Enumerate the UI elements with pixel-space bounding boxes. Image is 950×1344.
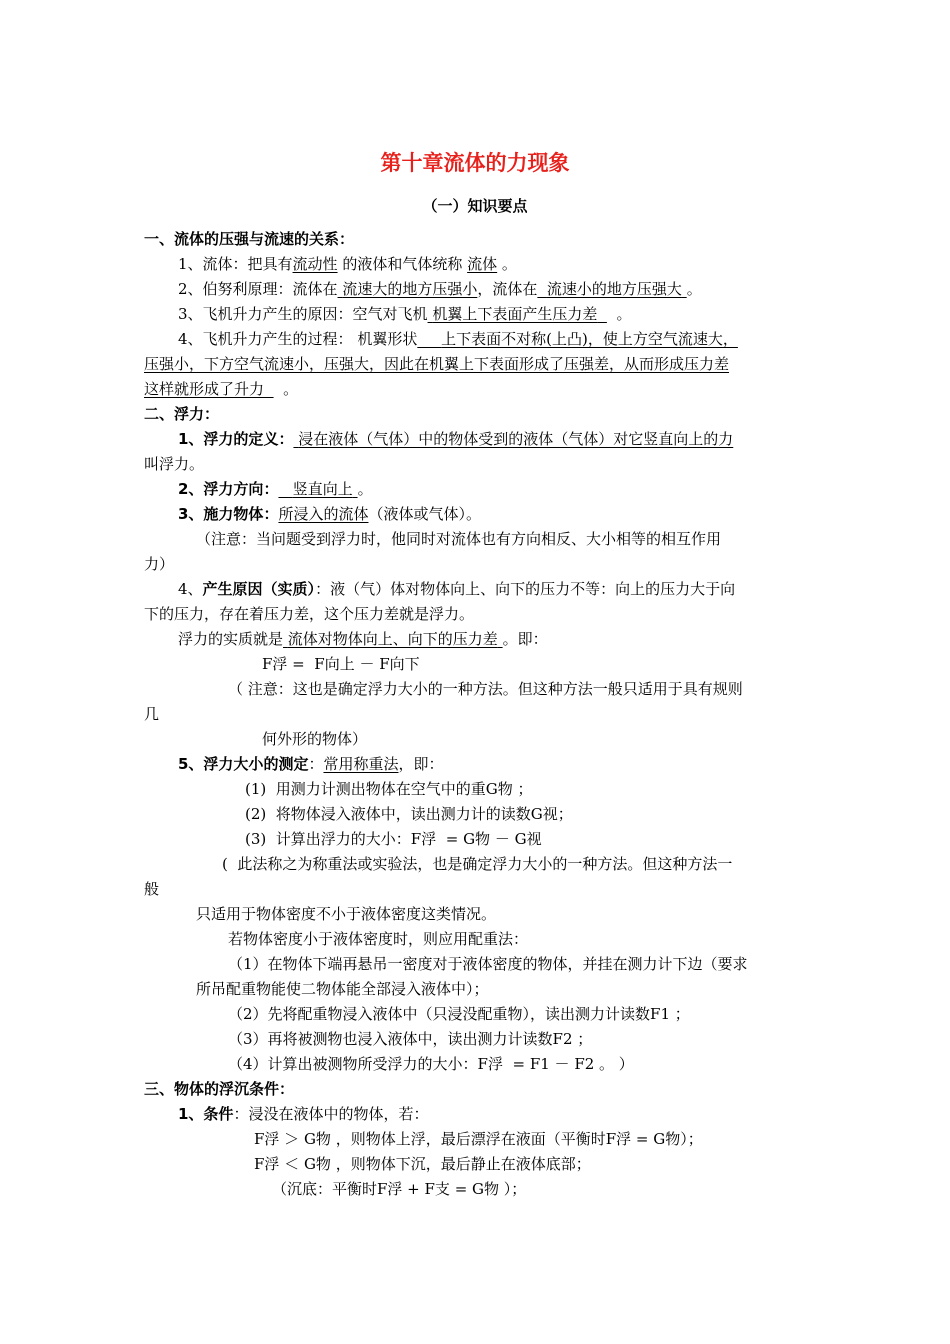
note-weighing-method-end: 只适用于物体密度不小于液体密度这类情况。 [196, 905, 497, 923]
counterweight-step-3: （3）再将被测物也浸入液体中，读出测力计读数F2 ； [228, 1030, 593, 1048]
text: 2、伯努利原理：流体在 [178, 280, 338, 298]
text: 4、 [178, 580, 203, 598]
fill-blank: 流速大的地方压强小 [342, 280, 478, 298]
label: 产生原因（实质） [202, 580, 316, 598]
paragraph-buoyancy-direction [178, 479, 373, 499]
text: 。 [686, 280, 702, 298]
text: （液体或气体）。 [368, 505, 481, 523]
paragraph-buoyancy-cause [178, 579, 735, 599]
note-method-end: 何外形的物体） [262, 730, 368, 748]
fill-blank: 流体 [467, 255, 498, 273]
paragraph-conditions [178, 1104, 428, 1124]
paragraph-lift-cause [178, 304, 631, 324]
section-heading-1: 一、流体的压强与流速的关系： [144, 230, 355, 248]
condition-sink-balance: （沉底：平衡时F浮 + F支 = G物 ）； [272, 1180, 527, 1198]
condition-sink: F浮 ＜ G物 ，则物体下沉，最后静止在液体底部； [254, 1155, 591, 1173]
counterweight-step-1-cont: 所吊配重物能使二物体能全部浸入液体中）； [196, 980, 489, 998]
text: ，流体在 [477, 280, 538, 298]
text: 1、流体：把具有 [178, 255, 293, 273]
paragraph-lift-process-cont [144, 354, 729, 374]
note-method: （ 注意：这也是确定浮力大小的一种方法。但这种方法一般只适用于具有规则 [228, 680, 743, 698]
paragraph-buoyancy-definition [178, 429, 733, 449]
step-1: (1) 用测力计测出物体在空气中的重G物 ； [245, 780, 533, 798]
note-counterweight-method: 若物体密度小于液体密度时，则应用配重法： [228, 930, 529, 948]
condition-rise: F浮 ＞ G物 ，则物体上浮，最后漂浮在液面（平衡时F浮 = G物）； [254, 1130, 703, 1148]
text: ： [308, 755, 324, 773]
text: ：浸没在液体中的物体，若： [233, 1105, 429, 1123]
label: 5、浮力大小的测定 [178, 755, 309, 773]
label: 2、浮力方向： [178, 480, 279, 498]
counterweight-step-4: （4）计算出被测物所受浮力的大小：F浮 = F1 － F2 。 ） [228, 1055, 634, 1073]
label: 1、条件 [178, 1105, 234, 1123]
counterweight-step-1: （1）在物体下端再悬吊一密度对于液体密度的物体，并挂在测力计下边（要求 [228, 955, 748, 973]
fill-blank: 流速小的地方压强大 [546, 280, 682, 298]
step-2: (2) 将物体浸入液体中，读出测力计的读数G视； [245, 805, 573, 823]
text: ，即： [398, 755, 444, 773]
paragraph-measurement [178, 754, 444, 774]
fill-blank: 机翼上下表面产生压力差 [432, 305, 598, 323]
step-3: (3) 计算出浮力的大小：F浮 = G物 － G视 [245, 830, 542, 848]
paragraph-fluid-definition [178, 254, 517, 274]
text: 。 [283, 380, 299, 398]
fill-blank: 流动性 [292, 255, 338, 273]
formula-pressure-difference: F浮 = F向上 － F向下 [262, 655, 420, 673]
paragraph-lift-process-end [144, 379, 298, 399]
fill-blank: 流体对物体向上、向下的压力差 [287, 630, 498, 648]
fill-blank: 所浸入的流体 [278, 505, 369, 523]
section-heading-2: 二、浮力： [144, 405, 220, 423]
label: 1、浮力的定义： [178, 430, 294, 448]
text: 的液体和气体统称 [337, 255, 463, 273]
fill-blank: 压强小，下方空气流速小，压强大，因此在机翼上下表面形成了压强差，从而形成压力差 [144, 355, 730, 373]
text: 4、飞机升力产生的过程： 机翼形状 [178, 330, 418, 348]
fill-blank: 常用称重法 [323, 755, 399, 773]
paragraph-exerting-object [178, 504, 481, 524]
page-title: 第十章流体的力现象 [380, 151, 570, 175]
text: 3、飞机升力产生的原因：空气对飞机 [178, 305, 428, 323]
fill-blank: 浸在液体（气体）中的物体受到的液体（气体）对它竖直向上的力 [298, 430, 734, 448]
text: 。 [357, 480, 373, 498]
note-weighing-method: ( 此法称之为称重法或实验法，也是确定浮力大小的一种方法。但这种方法一 [222, 855, 733, 873]
paragraph-bernoulli [178, 279, 702, 299]
paragraph-lift-process [178, 329, 738, 349]
text: 。即： [502, 630, 548, 648]
text: 浮力的实质就是 [178, 630, 284, 648]
label: 3、施力物体： [178, 505, 279, 523]
paragraph-buoyancy-definition-cont: 叫浮力。 [144, 455, 205, 473]
counterweight-step-2: （2）先将配重物浸入液体中（只浸没配重物），读出测力计读数F1 ； [228, 1005, 690, 1023]
note-reaction-force-cont: 力） [144, 555, 175, 573]
fill-blank: 这样就形成了升力 [144, 380, 265, 398]
note-reaction-force: （注意：当问题受到浮力时，他同时对流体也有方向相反、大小相等的相互作用 [196, 530, 722, 548]
text: 。 [501, 255, 517, 273]
paragraph-buoyancy-essence [178, 629, 548, 649]
page-subtitle: （一）知识要点 [422, 197, 528, 215]
note-method-cont: 几 [144, 705, 160, 723]
section-heading-3: 三、物体的浮沉条件： [144, 1080, 295, 1098]
paragraph-buoyancy-cause-cont: 下的压力，存在着压力差，这个压力差就是浮力。 [144, 605, 475, 623]
text: 。 [616, 305, 632, 323]
fill-blank: 上下表面不对称(上凸)，使上方空气流速大， [441, 330, 738, 348]
note-weighing-method-cont: 般 [144, 880, 160, 898]
fill-blank: 竖直向上 [292, 480, 353, 498]
text: ：液（气）体对物体向上、向下的压力不等：向上的压力大于向 [315, 580, 736, 598]
